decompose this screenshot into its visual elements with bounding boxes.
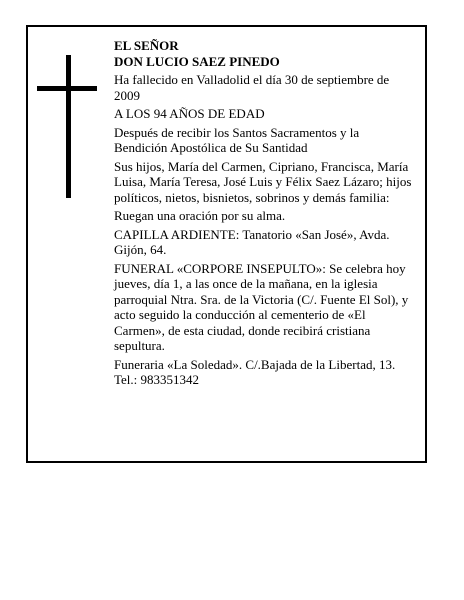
cross-vertical-bar bbox=[66, 55, 71, 198]
death-announcement: Ha fallecido en Valladolid el día 30 de septiembre de 2009 bbox=[114, 72, 390, 103]
age-line: A LOS 94 AÑOS DE EDAD bbox=[114, 106, 265, 121]
obituary-text bbox=[114, 38, 414, 391]
chapel-line: CAPILLA ARDIENTE: Tanatorio «San José», Avda. Gijón, 64. bbox=[114, 226, 390, 257]
cross-horizontal-bar bbox=[37, 86, 97, 91]
prayer-line: Ruegan una oración por su alma. bbox=[114, 208, 286, 223]
funeral-home-line: Funeraria «La Soledad». C/.Bajada de la Libertad, 13. Tel.: 983351342 bbox=[114, 356, 396, 387]
family-line: Sus hijos, María del Carmen, Cipriano, Francisca, María Luisa, María Teresa, José Luis y Félix Saez Lázaro; hijos políticos, nietos, bisnietos, sobrinos y demás familia: bbox=[114, 158, 412, 205]
funeral-line: FUNERAL «CORPORE INSEPULTO»: Se celebra hoy jueves, día 1, a las once de la mañana, en la iglesia parroquial Ntra. Sra. de la Victoria (C/. Fuente El Sol), y acto seguido la conducción al cementerio de «El Carmen», de esta ciudad, donde recibirá cristiana sepultura. bbox=[114, 260, 409, 353]
sacraments-line: Después de recibir los Santos Sacramentos y la Bendición Apostólica de Su Santidad bbox=[114, 124, 360, 155]
deceased-name: DON LUCIO SAEZ PINEDO bbox=[114, 53, 280, 69]
title-line-1: EL SEÑOR bbox=[114, 38, 179, 53]
